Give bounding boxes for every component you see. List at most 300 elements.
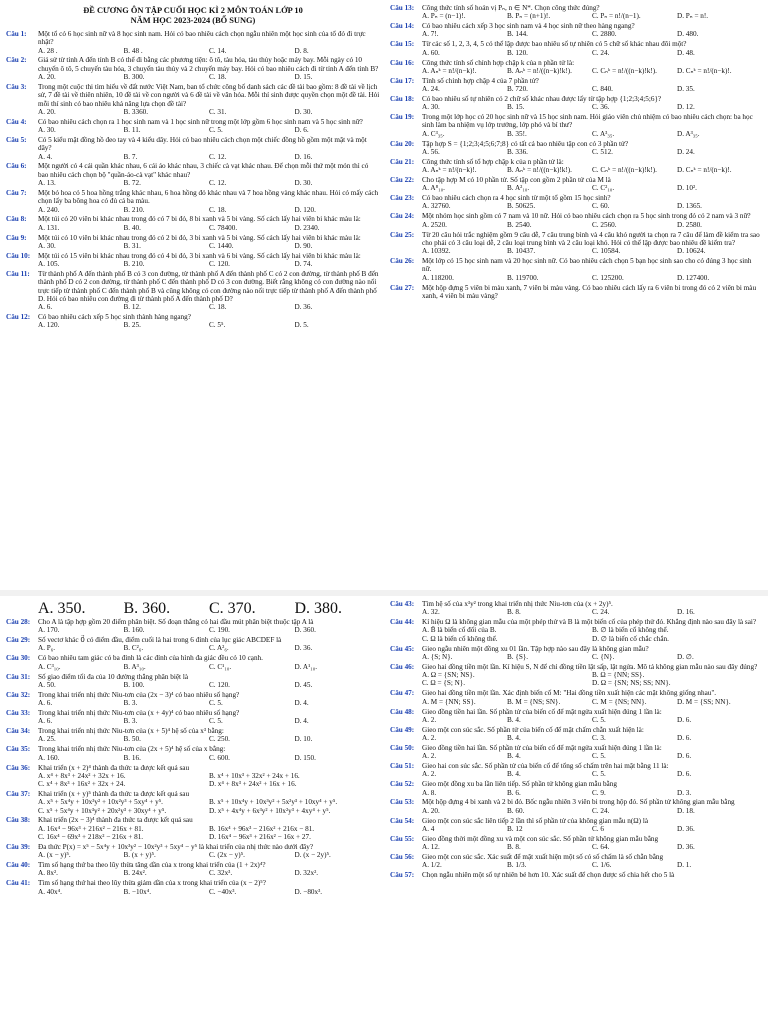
answer-options	[390, 247, 762, 255]
question-text: Từ các số 1, 2, 3, 4, 5 có thể lập được bao nhiêu số tự nhiên có 5 chữ số khác nhau đôi một?	[422, 40, 687, 49]
answer-option: A. 30.	[38, 241, 56, 250]
answer-option: A. 30.	[38, 126, 56, 135]
question-header	[390, 284, 762, 301]
answer-option: C. 1440.	[209, 241, 234, 250]
question-header	[6, 709, 380, 717]
answer-options	[6, 851, 380, 859]
answer-option: B. x⁵ + 10x⁴y + 10x³y² + 5x²y³ + 10xy⁴ + y⁵.	[209, 798, 338, 807]
answer-option: B. 2540.	[507, 220, 532, 229]
answer-options	[390, 626, 762, 643]
answer-option: B. 3.	[123, 717, 138, 726]
answer-option: C. C²₁₀.	[592, 184, 615, 193]
answer-option: D. 18.	[677, 806, 695, 815]
question-header	[6, 618, 380, 626]
answer-option: B. 720.	[507, 85, 528, 94]
question-text: Số giao điểm tối đa của 10 đường thẳng phân biệt là	[38, 672, 189, 681]
page-2-right-column	[390, 600, 762, 881]
answer-option: D. 30.	[294, 179, 313, 188]
question-header	[6, 691, 380, 699]
question-number: Câu 47:	[390, 689, 415, 698]
answer-option: B. 25.	[123, 321, 141, 330]
page-2-left-column	[6, 600, 380, 898]
answer-option: C. 2560.	[592, 220, 617, 229]
answer-options	[6, 242, 380, 250]
answer-option: D. 45.	[294, 680, 313, 689]
answer-option: D. 16x⁴ − 96x³ + 216x² − 16x + 27.	[209, 833, 311, 842]
answer-option: C. Ω là biến cố không thể.	[422, 634, 498, 643]
question-header	[6, 727, 380, 735]
question-number: Câu 43:	[390, 600, 415, 608]
answer-options	[6, 321, 380, 329]
answer-option: B. Aₙᵏ = n!/((n−k)!k!).	[507, 166, 572, 175]
question-number: Câu 50:	[390, 743, 415, 752]
question-text: Tính số chỉnh hợp chập 4 của 7 phần tử?	[422, 76, 539, 85]
answer-option: B. 12.	[123, 303, 141, 312]
answer-options	[6, 869, 380, 877]
question-number: Câu 6:	[6, 162, 27, 171]
question-header	[390, 762, 762, 770]
question-header	[390, 113, 762, 130]
question-text: Khai triển (x + 2)⁴ thành đa thức ta được kết quả sau	[38, 763, 190, 772]
question-text: Kí hiệu Ω là không gian mẫu của một phép thử và B là một biến cố của phép thử đó. Khẳng định nào sau đây là sai?	[422, 618, 757, 627]
question-header	[390, 40, 762, 48]
question-number: Câu 32:	[6, 690, 31, 699]
question-number: Câu 52:	[390, 780, 415, 789]
answer-option: B. 50.	[123, 735, 141, 744]
answer-options	[390, 653, 762, 661]
question-item	[6, 879, 380, 896]
question-header	[6, 83, 380, 108]
question-item	[6, 252, 380, 269]
question-header	[390, 689, 762, 697]
question-number: Câu 19:	[390, 113, 415, 122]
question-text: Một tổ có 6 học sinh nữ và 8 học sinh nam. Hỏi có bao nhiêu cách chọn ngẫu nhiên một học sinh của tổ đó đi trực nhật?	[38, 30, 366, 47]
answer-option: C. 3.	[592, 734, 606, 743]
question-header	[6, 673, 380, 681]
answer-option: C. 10584.	[592, 247, 621, 256]
question-number: Câu 36:	[6, 763, 31, 772]
question-text: Gieo đồng tiền hai lần. Số phần tử của biến cố để mặt ngửa xuất hiện đúng 1 lần là:	[422, 707, 662, 716]
answer-option: D. 10624.	[677, 247, 706, 256]
question-text: Có bao nhiêu cách xếp 3 học sinh nam và 4 học sinh nữ theo hàng ngang?	[422, 22, 635, 31]
question-item	[390, 231, 762, 256]
answer-option: A. 240.	[38, 205, 60, 214]
question-text: Một túi có 15 viên bi khác nhau trong đó có 4 bi đỏ, 3 bi xanh và 6 bi vàng. Số cách lấy hai viên bi khác màu là:	[38, 251, 361, 260]
question-text: Một túi có 10 viên bi khác nhau trong đó có 2 bi đỏ, 3 bi xanh và 5 bi vàng. Số cách lấy hai viên bi khác màu là:	[38, 233, 361, 242]
question-item	[390, 4, 762, 21]
question-text: Gieo đồng thời một đồng xu và một con súc sắc. Số phần tử không gian mẫu bằng	[422, 834, 659, 843]
question-header	[390, 231, 762, 248]
answer-options	[6, 663, 380, 671]
answer-option: D. 480.	[677, 30, 699, 39]
question-text: Công thức tính số chỉnh hợp chập k của n phần tử là:	[422, 58, 575, 67]
answer-options	[6, 735, 380, 743]
question-number: Câu 27:	[390, 283, 415, 292]
question-item	[390, 744, 762, 761]
answer-option: C. 64.	[592, 843, 610, 852]
question-item	[6, 136, 380, 161]
answer-options	[390, 85, 762, 93]
question-header	[390, 194, 762, 202]
question-header	[6, 252, 380, 260]
answer-options	[390, 148, 762, 156]
answer-options	[6, 754, 380, 762]
question-number: Câu 54:	[390, 816, 415, 825]
answer-option: B. 8.	[507, 608, 521, 617]
question-item	[6, 691, 380, 708]
question-item	[390, 140, 762, 157]
question-text: Trong khai triển nhị thức Niu-tơn của (x + 4y)⁴ có bao nhiêu số hạng?	[38, 708, 240, 717]
answer-options	[390, 103, 762, 111]
answer-options	[390, 807, 762, 815]
question-number: Câu 46:	[390, 662, 415, 671]
answer-options	[390, 12, 762, 20]
answer-option: A. 10392.	[422, 247, 451, 256]
answer-option: A. 20.	[38, 73, 56, 82]
answer-option: C. Ω = {S; N}.	[422, 679, 466, 688]
question-text: Giả sử từ tỉnh A đến tỉnh B có thể đi bằng các phương tiện: ô tô, tàu hỏa, tàu thủy hoặc máy bay. Mỗi ngày có 10 chuyến ô tô, 5 chuyến tàu hỏa, 3 chuyến tàu thủy và 2 chuyến máy bay. Hỏi có bao nhiêu cách đi từ tỉnh A đến tỉnh B?	[38, 56, 379, 73]
answer-option: A. 7!.	[422, 30, 439, 39]
question-header	[390, 95, 762, 103]
question-number: Câu 56:	[390, 853, 415, 862]
answer-options	[390, 166, 762, 174]
answer-option: D. 30.	[294, 107, 313, 116]
answer-option: A. 32.	[422, 608, 440, 617]
answer-option: C. A²₆.	[209, 644, 229, 653]
answer-option: B. M = {NS; SN}.	[507, 697, 561, 706]
answer-options	[390, 698, 762, 706]
answer-option: A. 13.	[38, 179, 56, 188]
answer-option: B. 300.	[123, 73, 145, 82]
question-text: Một hộp đựng 4 bi xanh và 2 bi đỏ. Bốc ngẫu nhiên 3 viên bi trong hộp đó. Số phần tử không gian mẫu bằng	[422, 798, 735, 807]
answer-option: A. P₆.	[38, 644, 56, 653]
question-header	[390, 817, 762, 825]
question-text: Gieo một đồng xu ba lần liên tiếp. Số phần tử không gian mẫu bằng	[422, 780, 617, 789]
question-header	[390, 871, 762, 879]
answer-options	[390, 608, 762, 616]
answer-option: C. x⁵ + 5x⁴y + 10x³y² + 20x²y³ + 30xy⁴ + y⁵.	[38, 806, 167, 815]
question-text: Gieo một con súc sắc. Xác suất để mặt xuất hiện một số có số chấm là số chẵn bằng	[422, 853, 664, 862]
answer-option: C. 2880.	[592, 30, 617, 39]
question-item	[6, 654, 380, 671]
answer-option: D. 10.	[294, 735, 313, 744]
question-text: Gieo hai con súc sắc. Số phần tử của biến cố để tổng số chấm trên hai mặt bằng 11 là:	[422, 762, 669, 771]
question-header	[6, 56, 380, 73]
answer-option: D. 6.	[677, 715, 692, 724]
answer-option: B. 4.	[507, 715, 521, 724]
question-item	[390, 59, 762, 76]
question-header	[390, 645, 762, 653]
answer-option: D. Cₙᵏ = n!/(n−k)!.	[677, 66, 732, 75]
answer-option: A. 105.	[38, 260, 60, 269]
answer-options	[390, 130, 762, 138]
question-number: Câu 8:	[6, 215, 27, 224]
answer-option: C. 24.	[592, 48, 610, 57]
question-number: Câu 31:	[6, 672, 31, 681]
answer-option: A. 8.	[422, 788, 437, 797]
question-header	[6, 136, 380, 153]
answer-options	[390, 734, 762, 742]
question-number: Câu 38:	[6, 816, 31, 825]
answer-option: A. 56.	[422, 147, 440, 156]
answer-option: D. −80x³.	[294, 887, 323, 896]
question-number: Câu 57:	[390, 871, 415, 880]
answer-option: A. 118200.	[422, 273, 454, 282]
answer-option: D. 1365.	[677, 202, 702, 211]
question-text: Trong một lớp học có 20 học sinh nữ và 15 học sinh nam. Hỏi giáo viên chủ nhiệm có bao nhiêu cách chọn: ba học sinh làm ba nhiệm vụ lớp trưởng, lớp phó và bí thư?	[422, 113, 753, 130]
question-header	[6, 816, 380, 824]
answer-option: C. −40x³.	[209, 887, 237, 896]
answer-options	[390, 202, 762, 210]
question-header	[6, 162, 380, 179]
answer-option: C. 18.	[209, 205, 227, 214]
answer-option: A. 131.	[38, 223, 60, 232]
question-item	[390, 871, 762, 879]
answer-option: C. 36.	[592, 103, 610, 112]
question-header	[6, 270, 380, 303]
answer-option: D. (x − 2y)⁵.	[294, 851, 331, 860]
question-text: Có bao nhiêu cách chọn ra 1 học sinh nam và 1 học sinh nữ trong một lớp gồm 6 học sinh nam và 5 học sinh nữ?	[38, 117, 363, 126]
question-number: Câu 14:	[390, 22, 415, 31]
answer-option: B. 40.	[123, 223, 141, 232]
answer-option: A. 2.	[422, 752, 437, 761]
question-item	[390, 95, 762, 112]
question-number: Câu 2:	[6, 56, 27, 65]
answer-option: B. Aₙᵏ = n!/((n−k)!k!).	[507, 66, 572, 75]
question-number: Câu 28:	[6, 618, 31, 626]
question-item	[6, 861, 380, 878]
question-header	[390, 663, 762, 671]
question-text: Một nhóm học sinh gồm có 7 nam và 10 nữ. Hỏi có bao nhiêu cách chọn ra 5 học sinh trong đó có 2 nam và 3 nữ?	[422, 212, 751, 221]
answer-option: C. 5.	[592, 770, 606, 779]
answer-option: A. 8x².	[38, 869, 58, 878]
question-number: Câu 35:	[6, 745, 31, 754]
answer-options	[6, 108, 380, 116]
answer-option: B. −10x⁴.	[123, 887, 152, 896]
question-header	[6, 879, 380, 887]
answer-option: B. 100.	[123, 680, 145, 689]
answer-option: C. 120.	[209, 260, 230, 269]
question-item	[6, 270, 380, 311]
question-number: Câu 45:	[390, 644, 415, 653]
answer-option: B. 7.	[123, 152, 138, 161]
answer-options	[6, 772, 380, 789]
answer-option: C. 5.	[592, 715, 606, 724]
question-text: Đa thức P(x) = x⁵ − 5x⁴y + 10x³y² − 10x²y³ + 5xy⁴ − y⁵ là khai triển của nhị thức nào dưới đây?	[38, 842, 314, 851]
answer-option: B. {S}.	[507, 652, 529, 661]
question-header	[6, 30, 380, 47]
question-header	[390, 744, 762, 752]
answer-option: A. 2.	[422, 734, 437, 743]
question-item	[390, 176, 762, 193]
question-number: Câu 13:	[390, 4, 415, 12]
answer-option: A. 4	[422, 824, 435, 833]
question-text: Gieo một con súc sắc liên tiếp 2 lần thì số phần tử của không gian mẫu n(Ω) là	[422, 816, 649, 825]
answer-options	[6, 206, 380, 214]
question-header	[390, 4, 762, 12]
answer-option: D. Cₙᵏ = n!/(n−k)!.	[677, 166, 732, 175]
question-text: Từ thành phố A đến thành phố B có 3 con đường, từ thành phố A đến thành phố C có 2 con đường, từ thành phố B đến thành phố D có 2 con đường, từ thành phố C đến thành phố D có 3 con đường. Biết rằng không có con đường nào nối trực tiếp từ thành phố C đến thành phố B và cũng không có con đường nào nối trực tiếp từ thành phố A đến thành phố D. Hỏi có bao nhiêu con đường đi từ thành phố A đến thành phố D?	[38, 269, 379, 303]
question-item	[390, 22, 762, 39]
question-header	[6, 654, 380, 662]
question-text: Gieo đồng tiền hai lần. Số phần tử của biến cố để mặt ngửa xuất hiện đúng 1 lần là:	[422, 743, 662, 752]
question-number: Câu 44:	[390, 618, 415, 627]
answer-option: D. 32x².	[294, 869, 319, 878]
question-header	[6, 215, 380, 223]
answer-option: B. 4.	[507, 734, 521, 743]
answer-option: A. 170.	[38, 626, 60, 635]
question-number: Câu 21:	[390, 157, 415, 166]
answer-option: D. 150.	[294, 753, 316, 762]
question-header	[390, 708, 762, 716]
question-number: Câu 1:	[6, 30, 27, 38]
question-item	[390, 835, 762, 852]
answer-option: A. 28 .	[38, 46, 58, 55]
answer-options	[6, 699, 380, 707]
question-number: Câu 17:	[390, 76, 415, 85]
question-item	[390, 645, 762, 662]
answer-options	[6, 681, 380, 689]
answer-option: A. 16x⁴ − 96x³ + 216x² − 216x + 81.	[38, 824, 144, 833]
answer-option: D. A¹₁₀.	[294, 662, 318, 671]
answer-option: C. C¹₁₀.	[209, 662, 232, 671]
answer-option: A. C³₁₀.	[38, 662, 61, 671]
question-text: Trong khai triển nhị thức Niu-tơn của (2x − 3)⁴ có bao nhiêu số hạng?	[38, 690, 240, 699]
question-text: Có 5 kiểu mặt đồng hồ đeo tay và 4 kiểu dây. Hỏi có bao nhiêu cách chọn một chiếc đồng hồ gồm một mặt và một dây?	[38, 135, 367, 153]
answer-option: B. 16x⁴ + 96x³ − 216x² + 216x − 81.	[209, 824, 315, 833]
question-item	[6, 189, 380, 214]
answer-option: A. Aₙᵏ = n!/(n−k)!.	[422, 66, 477, 75]
page-1-left-column	[6, 0, 380, 331]
answer-option: D. 2340.	[294, 223, 320, 232]
question-header	[390, 140, 762, 148]
answer-option: C. Cₙᵏ = n!/((n−k)!k!).	[592, 166, 657, 175]
question-number: Câu 3:	[6, 82, 27, 91]
question-number: Câu 39:	[6, 842, 31, 851]
question-number: Câu 29:	[6, 636, 31, 645]
answer-option: D. Pₙ = n!.	[677, 12, 709, 21]
continued-options	[6, 600, 380, 618]
question-header	[6, 636, 380, 644]
answer-option: B. 35!.	[507, 129, 527, 138]
answer-options	[6, 798, 380, 815]
answer-option: C. Cₙᵏ = n!/((n−k)!k!).	[592, 66, 657, 75]
answer-option: D. 90.	[294, 241, 313, 250]
answer-option: C. 18.	[209, 73, 227, 82]
answer-option: B. (x + y)⁵.	[123, 851, 156, 860]
answer-option: A. {S; N}.	[422, 652, 453, 661]
question-item	[390, 40, 762, 57]
question-item	[390, 817, 762, 834]
question-item	[6, 636, 380, 653]
answer-option: D. ∅ là biến cố chắc chắn.	[592, 634, 669, 643]
question-header	[6, 118, 380, 126]
answer-option: C. Pₙ = n!/(n−1).	[592, 12, 641, 21]
question-number: Câu 41:	[6, 879, 31, 888]
answer-option: C. 31.	[209, 107, 227, 116]
question-item	[390, 257, 762, 282]
answer-options	[390, 67, 762, 75]
question-item	[6, 234, 380, 251]
answer-option: A. A⁸₁₀.	[422, 184, 445, 193]
question-number: Câu 7:	[6, 188, 27, 197]
answer-option: A. 2520.	[422, 220, 447, 229]
question-number: Câu 10:	[6, 251, 31, 260]
question-number: Câu 25:	[390, 230, 415, 239]
answer-option: C. 840.	[592, 85, 613, 94]
answer-option: A. C³₃₅.	[422, 129, 445, 138]
answer-option: B. 15.	[507, 103, 525, 112]
answer-option: D. 16.	[294, 152, 313, 161]
question-item	[6, 215, 380, 232]
question-text: Chọn ngẫu nhiên một số tự nhiên bé hơn 10. Xác suất để chọn được số chia hết cho 5 là	[422, 871, 675, 880]
answer-option: C. (2x − y)⁵.	[209, 851, 245, 860]
answer-option: B. 12	[507, 824, 523, 833]
question-number: Câu 15:	[390, 40, 415, 49]
answer-option: D. 48.	[677, 48, 695, 57]
answer-option: A. 30.	[422, 103, 440, 112]
question-item	[390, 212, 762, 229]
answer-option: B. 50625.	[507, 202, 536, 211]
question-header	[6, 861, 380, 869]
answer-options	[6, 73, 380, 81]
answer-option: A. 160.	[38, 753, 60, 762]
question-number: Câu 40:	[6, 861, 31, 870]
answer-option: B. 3360.	[123, 107, 149, 116]
answer-option: C. x⁴ + 8x³ + 16x² + 32x + 24.	[38, 780, 126, 789]
answer-options	[390, 752, 762, 760]
answer-option: B. 160.	[123, 626, 145, 635]
answer-options	[390, 274, 762, 282]
question-number: Câu 37:	[6, 789, 31, 798]
question-number: Câu 9:	[6, 233, 27, 242]
question-item	[6, 83, 380, 116]
question-header	[390, 158, 762, 166]
answer-option: B. 11.	[123, 126, 141, 135]
answer-option: D. 10².	[677, 184, 697, 193]
answer-option: B. 4.	[507, 770, 521, 779]
answer-option: A. Ω = {SN; NS}.	[422, 671, 475, 680]
question-text: Cho tập hợp M có 10 phần tử. Số tập con gồm 2 phần tử của M là	[422, 175, 611, 184]
question-number: Câu 53:	[390, 798, 415, 807]
answer-option: A. 4.	[38, 152, 53, 161]
answer-option: C. 125200.	[592, 273, 624, 282]
answer-option: A. 12.	[422, 843, 440, 852]
answer-option: D. 36.	[677, 843, 695, 852]
answer-option: C. 24.	[592, 608, 610, 617]
question-header	[390, 835, 762, 843]
answer-options	[390, 716, 762, 724]
question-header	[390, 798, 762, 806]
answer-option: D. 6.	[677, 770, 692, 779]
answer-option: D. 120.	[294, 205, 316, 214]
answer-options	[6, 717, 380, 725]
answer-option: A. 60.	[422, 48, 440, 57]
answer-options	[390, 184, 762, 192]
answer-option: C. 9.	[592, 788, 606, 797]
answer-options	[390, 49, 762, 57]
question-item	[6, 745, 380, 762]
answer-option: B. 210.	[123, 260, 145, 269]
answer-option: D. 360.	[294, 626, 316, 635]
answer-option: B. Pₙ = (n+1)!.	[507, 12, 551, 21]
question-header	[390, 726, 762, 734]
answer-options	[6, 224, 380, 232]
question-item	[6, 30, 380, 55]
question-text: Một bó hoa có 5 hoa hồng trắng khác nhau, 6 hoa hồng đỏ khác nhau và 7 hoa hồng vàng khác nhau. Hỏi có mấy cách chọn lấy ba bông hoa có đủ cả ba màu.	[38, 188, 379, 206]
question-text: Khai triển (x + y)⁵ thành đa thức ta được kết quả sau	[38, 789, 190, 798]
answer-option: D. 35.	[677, 85, 695, 94]
